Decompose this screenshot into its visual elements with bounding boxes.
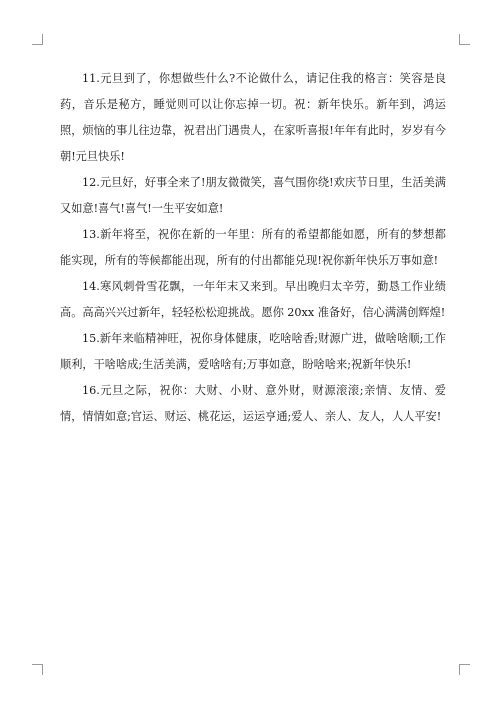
paragraph-16: 16.元旦之际，祝你：大财、小财、意外财，财源滚滚;亲情、友情、爱情，情情如意;官运、财运、桃花运，运运亨通;爱人、亲人、友人，人人平安! bbox=[60, 384, 446, 423]
corner-mark-bottom-right bbox=[459, 664, 470, 675]
paragraph-13: 13.新年将至，祝你在新的一年里：所有的希望都能如愿，所有的梦想都能实现，所有的等候都能出现，所有的付出都能兑现!祝你新年快乐万事如意! bbox=[60, 228, 446, 267]
paragraph-15: 15.新年来临精神旺，祝你身体健康，吃啥啥香;财源广进，做啥啥顺;工作顺利，干啥啥成;生活美满，爱啥啥有;万事如意，盼啥啥来;祝新年快乐! bbox=[60, 332, 446, 371]
corner-mark-bottom-left bbox=[32, 664, 43, 675]
paragraph-11: 11.元旦到了，你想做些什么?不论做什么，请记住我的格言：笑容是良药，音乐是秘方，睡觉则可以让你忘掉一切。祝：新年快乐。新年到，鸿运照，烦恼的事儿往边靠，祝君出门遇贵人，在家听喜报!年年有此时，岁岁有今朝!元旦快乐! bbox=[60, 72, 446, 163]
paragraph-12: 12.元旦好，好事全来了!朋友微微笑，喜气围你绕!欢庆节日里，生活美满又如意!喜气!喜气!一生平安如意! bbox=[60, 176, 446, 215]
document-body bbox=[60, 66, 446, 430]
corner-mark-top-right bbox=[459, 34, 470, 45]
corner-mark-top-left bbox=[32, 34, 43, 45]
paragraph-14: 14.寒风刺骨雪花飘，一年年末又来到。早出晚归太辛劳，勤恳工作业绩高。高高兴兴过新年，轻轻松松迎挑战。愿你 20xx 准备好，信心满满创辉煌! bbox=[60, 280, 446, 319]
